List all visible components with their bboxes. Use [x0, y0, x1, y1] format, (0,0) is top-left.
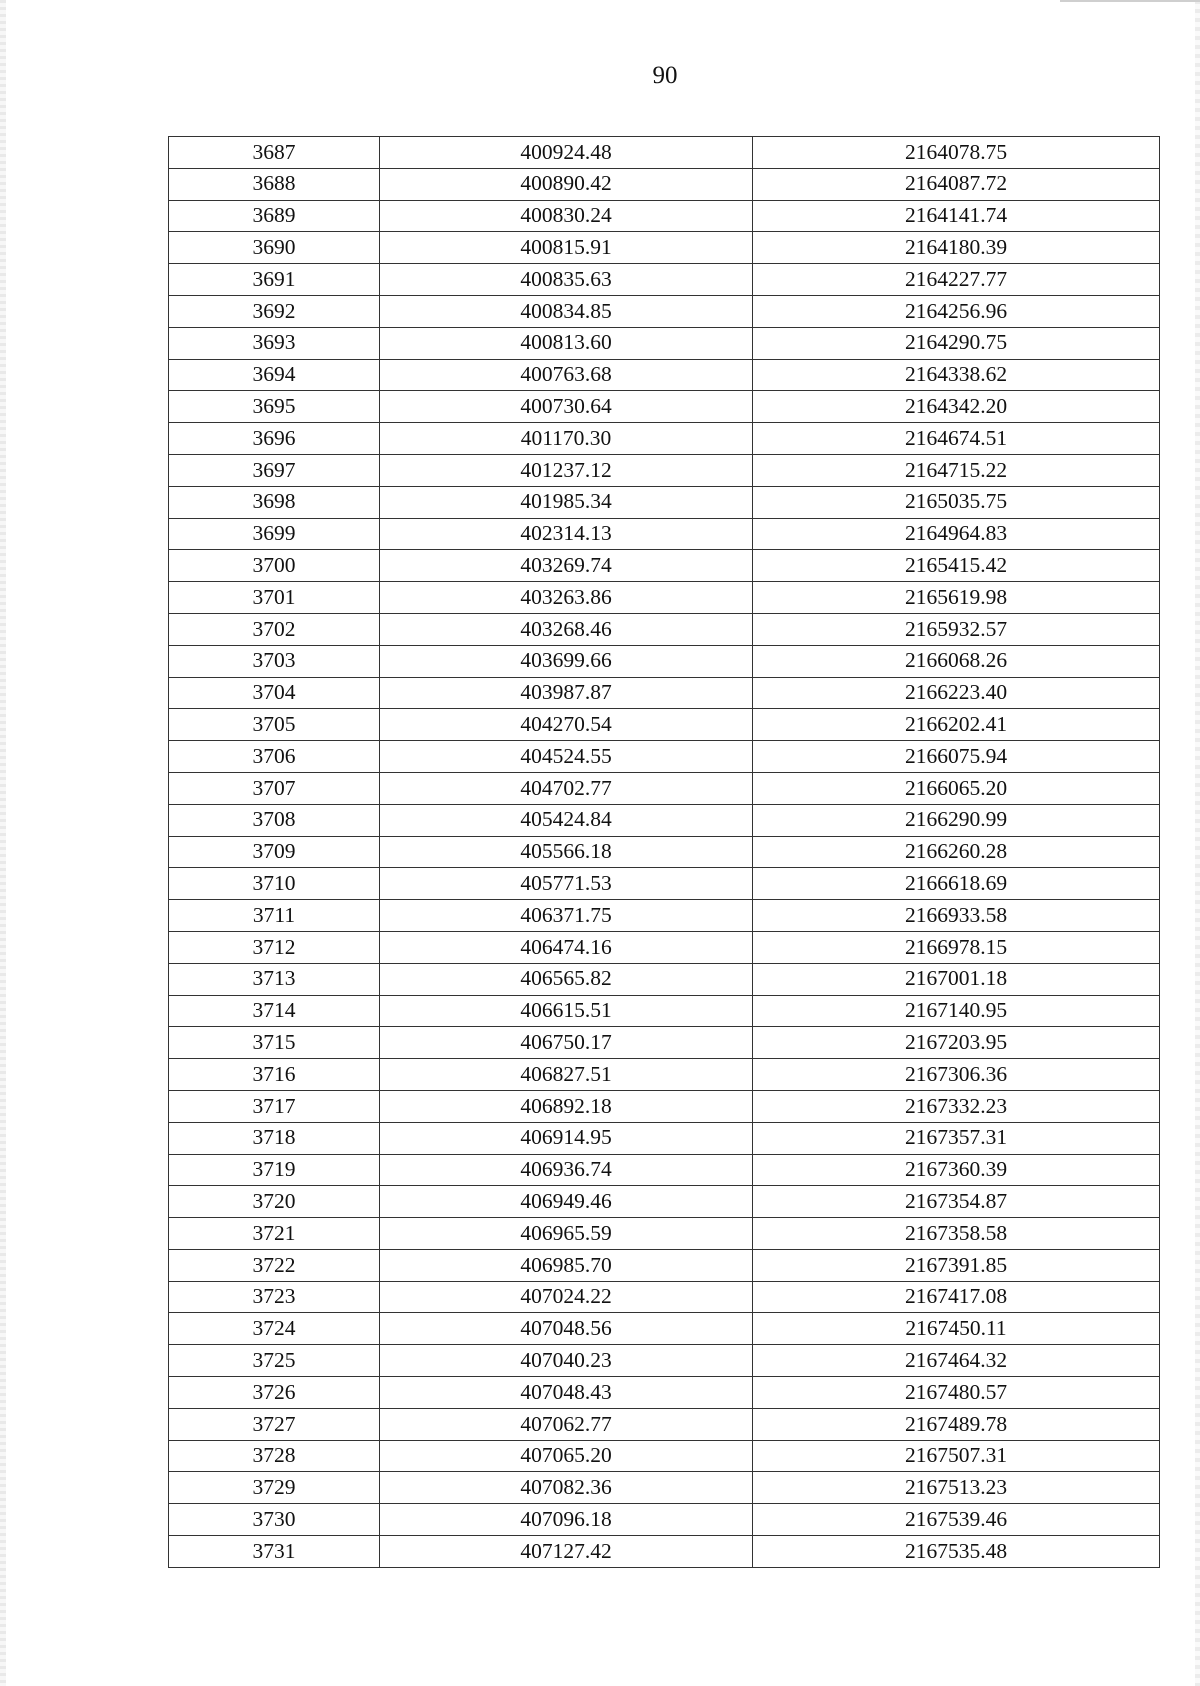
y-coordinate-cell: 2167203.95 — [753, 1027, 1160, 1059]
point-number-cell: 3724 — [169, 1313, 380, 1345]
x-coordinate-cell: 406615.51 — [380, 995, 753, 1027]
x-coordinate-cell: 406914.95 — [380, 1122, 753, 1154]
y-coordinate-cell: 2164715.22 — [753, 454, 1160, 486]
x-coordinate-cell: 405771.53 — [380, 868, 753, 900]
point-number-cell: 3699 — [169, 518, 380, 550]
point-number-cell: 3704 — [169, 677, 380, 709]
y-coordinate-cell: 2165619.98 — [753, 582, 1160, 614]
table-row — [169, 645, 1160, 677]
point-number-cell: 3723 — [169, 1281, 380, 1313]
y-coordinate-cell: 2164674.51 — [753, 423, 1160, 455]
y-coordinate-cell: 2164338.62 — [753, 359, 1160, 391]
table-row — [169, 1313, 1160, 1345]
point-number-cell: 3721 — [169, 1218, 380, 1250]
table-row — [169, 741, 1160, 773]
y-coordinate-cell: 2167140.95 — [753, 995, 1160, 1027]
y-coordinate-cell: 2166223.40 — [753, 677, 1160, 709]
y-coordinate-cell: 2166065.20 — [753, 772, 1160, 804]
y-coordinate-cell: 2167391.85 — [753, 1249, 1160, 1281]
x-coordinate-cell: 403987.87 — [380, 677, 753, 709]
point-number-cell: 3722 — [169, 1249, 380, 1281]
table-row — [169, 1377, 1160, 1409]
x-coordinate-cell: 407127.42 — [380, 1536, 753, 1568]
x-coordinate-cell: 401237.12 — [380, 454, 753, 486]
page-number: 90 — [652, 62, 678, 89]
y-coordinate-cell: 2167417.08 — [753, 1281, 1160, 1313]
point-number-cell: 3691 — [169, 264, 380, 296]
y-coordinate-cell: 2167360.39 — [753, 1154, 1160, 1186]
point-number-cell: 3700 — [169, 550, 380, 582]
table-row — [169, 1122, 1160, 1154]
table-row — [169, 772, 1160, 804]
coordinate-table — [168, 136, 1160, 1568]
table-row — [169, 295, 1160, 327]
scan-edge-left — [0, 0, 6, 1686]
x-coordinate-cell: 403268.46 — [380, 613, 753, 645]
table-row — [169, 232, 1160, 264]
table-row — [169, 1186, 1160, 1218]
y-coordinate-cell: 2167539.46 — [753, 1504, 1160, 1536]
table-row — [169, 168, 1160, 200]
x-coordinate-cell: 406750.17 — [380, 1027, 753, 1059]
point-number-cell: 3729 — [169, 1472, 380, 1504]
x-coordinate-cell: 407062.77 — [380, 1408, 753, 1440]
x-coordinate-cell: 406949.46 — [380, 1186, 753, 1218]
y-coordinate-cell: 2165932.57 — [753, 613, 1160, 645]
x-coordinate-cell: 404270.54 — [380, 709, 753, 741]
table-row — [169, 900, 1160, 932]
table-row — [169, 518, 1160, 550]
point-number-cell: 3692 — [169, 295, 380, 327]
y-coordinate-cell: 2164256.96 — [753, 295, 1160, 327]
point-number-cell: 3720 — [169, 1186, 380, 1218]
y-coordinate-cell: 2167513.23 — [753, 1472, 1160, 1504]
x-coordinate-cell: 403263.86 — [380, 582, 753, 614]
point-number-cell: 3709 — [169, 836, 380, 868]
y-coordinate-cell: 2164227.77 — [753, 264, 1160, 296]
y-coordinate-cell: 2167489.78 — [753, 1408, 1160, 1440]
x-coordinate-cell: 400924.48 — [380, 137, 753, 169]
point-number-cell: 3714 — [169, 995, 380, 1027]
table-row — [169, 1472, 1160, 1504]
point-number-cell: 3713 — [169, 963, 380, 995]
x-coordinate-cell: 400830.24 — [380, 200, 753, 232]
y-coordinate-cell: 2166290.99 — [753, 804, 1160, 836]
y-coordinate-cell: 2164078.75 — [753, 137, 1160, 169]
point-number-cell: 3706 — [169, 741, 380, 773]
point-number-cell: 3689 — [169, 200, 380, 232]
table-row — [169, 264, 1160, 296]
point-number-cell: 3695 — [169, 391, 380, 423]
y-coordinate-cell: 2166202.41 — [753, 709, 1160, 741]
table-row — [169, 1536, 1160, 1568]
point-number-cell: 3707 — [169, 772, 380, 804]
table-row — [169, 391, 1160, 423]
y-coordinate-cell: 2164141.74 — [753, 200, 1160, 232]
y-coordinate-cell: 2167332.23 — [753, 1090, 1160, 1122]
x-coordinate-cell: 406371.75 — [380, 900, 753, 932]
point-number-cell: 3718 — [169, 1122, 380, 1154]
y-coordinate-cell: 2164964.83 — [753, 518, 1160, 550]
point-number-cell: 3693 — [169, 327, 380, 359]
x-coordinate-cell: 407048.43 — [380, 1377, 753, 1409]
point-number-cell: 3712 — [169, 931, 380, 963]
point-number-cell: 3730 — [169, 1504, 380, 1536]
table-row — [169, 423, 1160, 455]
point-number-cell: 3711 — [169, 900, 380, 932]
y-coordinate-cell: 2164342.20 — [753, 391, 1160, 423]
table-row — [169, 1408, 1160, 1440]
table-row — [169, 709, 1160, 741]
table-row — [169, 1249, 1160, 1281]
table-row — [169, 550, 1160, 582]
y-coordinate-cell: 2167450.11 — [753, 1313, 1160, 1345]
x-coordinate-cell: 400834.85 — [380, 295, 753, 327]
x-coordinate-cell: 405566.18 — [380, 836, 753, 868]
point-number-cell: 3728 — [169, 1440, 380, 1472]
table-row — [169, 582, 1160, 614]
point-number-cell: 3715 — [169, 1027, 380, 1059]
y-coordinate-cell: 2166075.94 — [753, 741, 1160, 773]
table-row — [169, 1090, 1160, 1122]
table-row — [169, 613, 1160, 645]
x-coordinate-cell: 406827.51 — [380, 1059, 753, 1091]
point-number-cell: 3696 — [169, 423, 380, 455]
point-number-cell: 3705 — [169, 709, 380, 741]
x-coordinate-cell: 407065.20 — [380, 1440, 753, 1472]
point-number-cell: 3702 — [169, 613, 380, 645]
y-coordinate-cell: 2166978.15 — [753, 931, 1160, 963]
point-number-cell: 3710 — [169, 868, 380, 900]
x-coordinate-cell: 400835.63 — [380, 264, 753, 296]
y-coordinate-cell: 2166068.26 — [753, 645, 1160, 677]
x-coordinate-cell: 404702.77 — [380, 772, 753, 804]
y-coordinate-cell: 2166933.58 — [753, 900, 1160, 932]
point-number-cell: 3698 — [169, 486, 380, 518]
coordinate-table-body — [169, 137, 1160, 1568]
point-number-cell: 3688 — [169, 168, 380, 200]
x-coordinate-cell: 406892.18 — [380, 1090, 753, 1122]
point-number-cell: 3727 — [169, 1408, 380, 1440]
x-coordinate-cell: 400763.68 — [380, 359, 753, 391]
y-coordinate-cell: 2166618.69 — [753, 868, 1160, 900]
table-row — [169, 931, 1160, 963]
x-coordinate-cell: 407040.23 — [380, 1345, 753, 1377]
top-rule — [1060, 0, 1200, 2]
point-number-cell: 3694 — [169, 359, 380, 391]
table-row — [169, 1345, 1160, 1377]
y-coordinate-cell: 2167357.31 — [753, 1122, 1160, 1154]
table-row — [169, 1440, 1160, 1472]
x-coordinate-cell: 400813.60 — [380, 327, 753, 359]
x-coordinate-cell: 407048.56 — [380, 1313, 753, 1345]
table-row — [169, 836, 1160, 868]
point-number-cell: 3708 — [169, 804, 380, 836]
table-row — [169, 486, 1160, 518]
x-coordinate-cell: 406936.74 — [380, 1154, 753, 1186]
y-coordinate-cell: 2165035.75 — [753, 486, 1160, 518]
x-coordinate-cell: 407096.18 — [380, 1504, 753, 1536]
scan-edge-right — [1195, 0, 1200, 1686]
x-coordinate-cell: 401985.34 — [380, 486, 753, 518]
point-number-cell: 3725 — [169, 1345, 380, 1377]
y-coordinate-cell: 2167001.18 — [753, 963, 1160, 995]
y-coordinate-cell: 2167358.58 — [753, 1218, 1160, 1250]
x-coordinate-cell: 404524.55 — [380, 741, 753, 773]
x-coordinate-cell: 400890.42 — [380, 168, 753, 200]
x-coordinate-cell: 406965.59 — [380, 1218, 753, 1250]
y-coordinate-cell: 2165415.42 — [753, 550, 1160, 582]
y-coordinate-cell: 2164087.72 — [753, 168, 1160, 200]
point-number-cell: 3701 — [169, 582, 380, 614]
x-coordinate-cell: 400730.64 — [380, 391, 753, 423]
x-coordinate-cell: 401170.30 — [380, 423, 753, 455]
point-number-cell: 3719 — [169, 1154, 380, 1186]
y-coordinate-cell: 2167306.36 — [753, 1059, 1160, 1091]
x-coordinate-cell: 405424.84 — [380, 804, 753, 836]
point-number-cell: 3703 — [169, 645, 380, 677]
table-row — [169, 868, 1160, 900]
table-row — [169, 1504, 1160, 1536]
table-row — [169, 200, 1160, 232]
point-number-cell: 3717 — [169, 1090, 380, 1122]
x-coordinate-cell: 406985.70 — [380, 1249, 753, 1281]
y-coordinate-cell: 2167507.31 — [753, 1440, 1160, 1472]
x-coordinate-cell: 402314.13 — [380, 518, 753, 550]
point-number-cell: 3690 — [169, 232, 380, 264]
point-number-cell: 3716 — [169, 1059, 380, 1091]
table-row — [169, 1218, 1160, 1250]
y-coordinate-cell: 2167535.48 — [753, 1536, 1160, 1568]
y-coordinate-cell: 2164180.39 — [753, 232, 1160, 264]
y-coordinate-cell: 2166260.28 — [753, 836, 1160, 868]
table-row — [169, 963, 1160, 995]
table-row — [169, 1281, 1160, 1313]
table-row — [169, 1154, 1160, 1186]
point-number-cell: 3687 — [169, 137, 380, 169]
table-row — [169, 359, 1160, 391]
x-coordinate-cell: 406565.82 — [380, 963, 753, 995]
point-number-cell: 3726 — [169, 1377, 380, 1409]
x-coordinate-cell: 400815.91 — [380, 232, 753, 264]
y-coordinate-cell: 2167354.87 — [753, 1186, 1160, 1218]
x-coordinate-cell: 407024.22 — [380, 1281, 753, 1313]
table-row — [169, 454, 1160, 486]
table-row — [169, 995, 1160, 1027]
table-row — [169, 1059, 1160, 1091]
table-row — [169, 137, 1160, 169]
y-coordinate-cell: 2164290.75 — [753, 327, 1160, 359]
point-number-cell: 3731 — [169, 1536, 380, 1568]
table-row — [169, 804, 1160, 836]
y-coordinate-cell: 2167480.57 — [753, 1377, 1160, 1409]
x-coordinate-cell: 406474.16 — [380, 931, 753, 963]
x-coordinate-cell: 403699.66 — [380, 645, 753, 677]
table-row — [169, 1027, 1160, 1059]
x-coordinate-cell: 407082.36 — [380, 1472, 753, 1504]
point-number-cell: 3697 — [169, 454, 380, 486]
x-coordinate-cell: 403269.74 — [380, 550, 753, 582]
table-row — [169, 327, 1160, 359]
y-coordinate-cell: 2167464.32 — [753, 1345, 1160, 1377]
table-row — [169, 677, 1160, 709]
